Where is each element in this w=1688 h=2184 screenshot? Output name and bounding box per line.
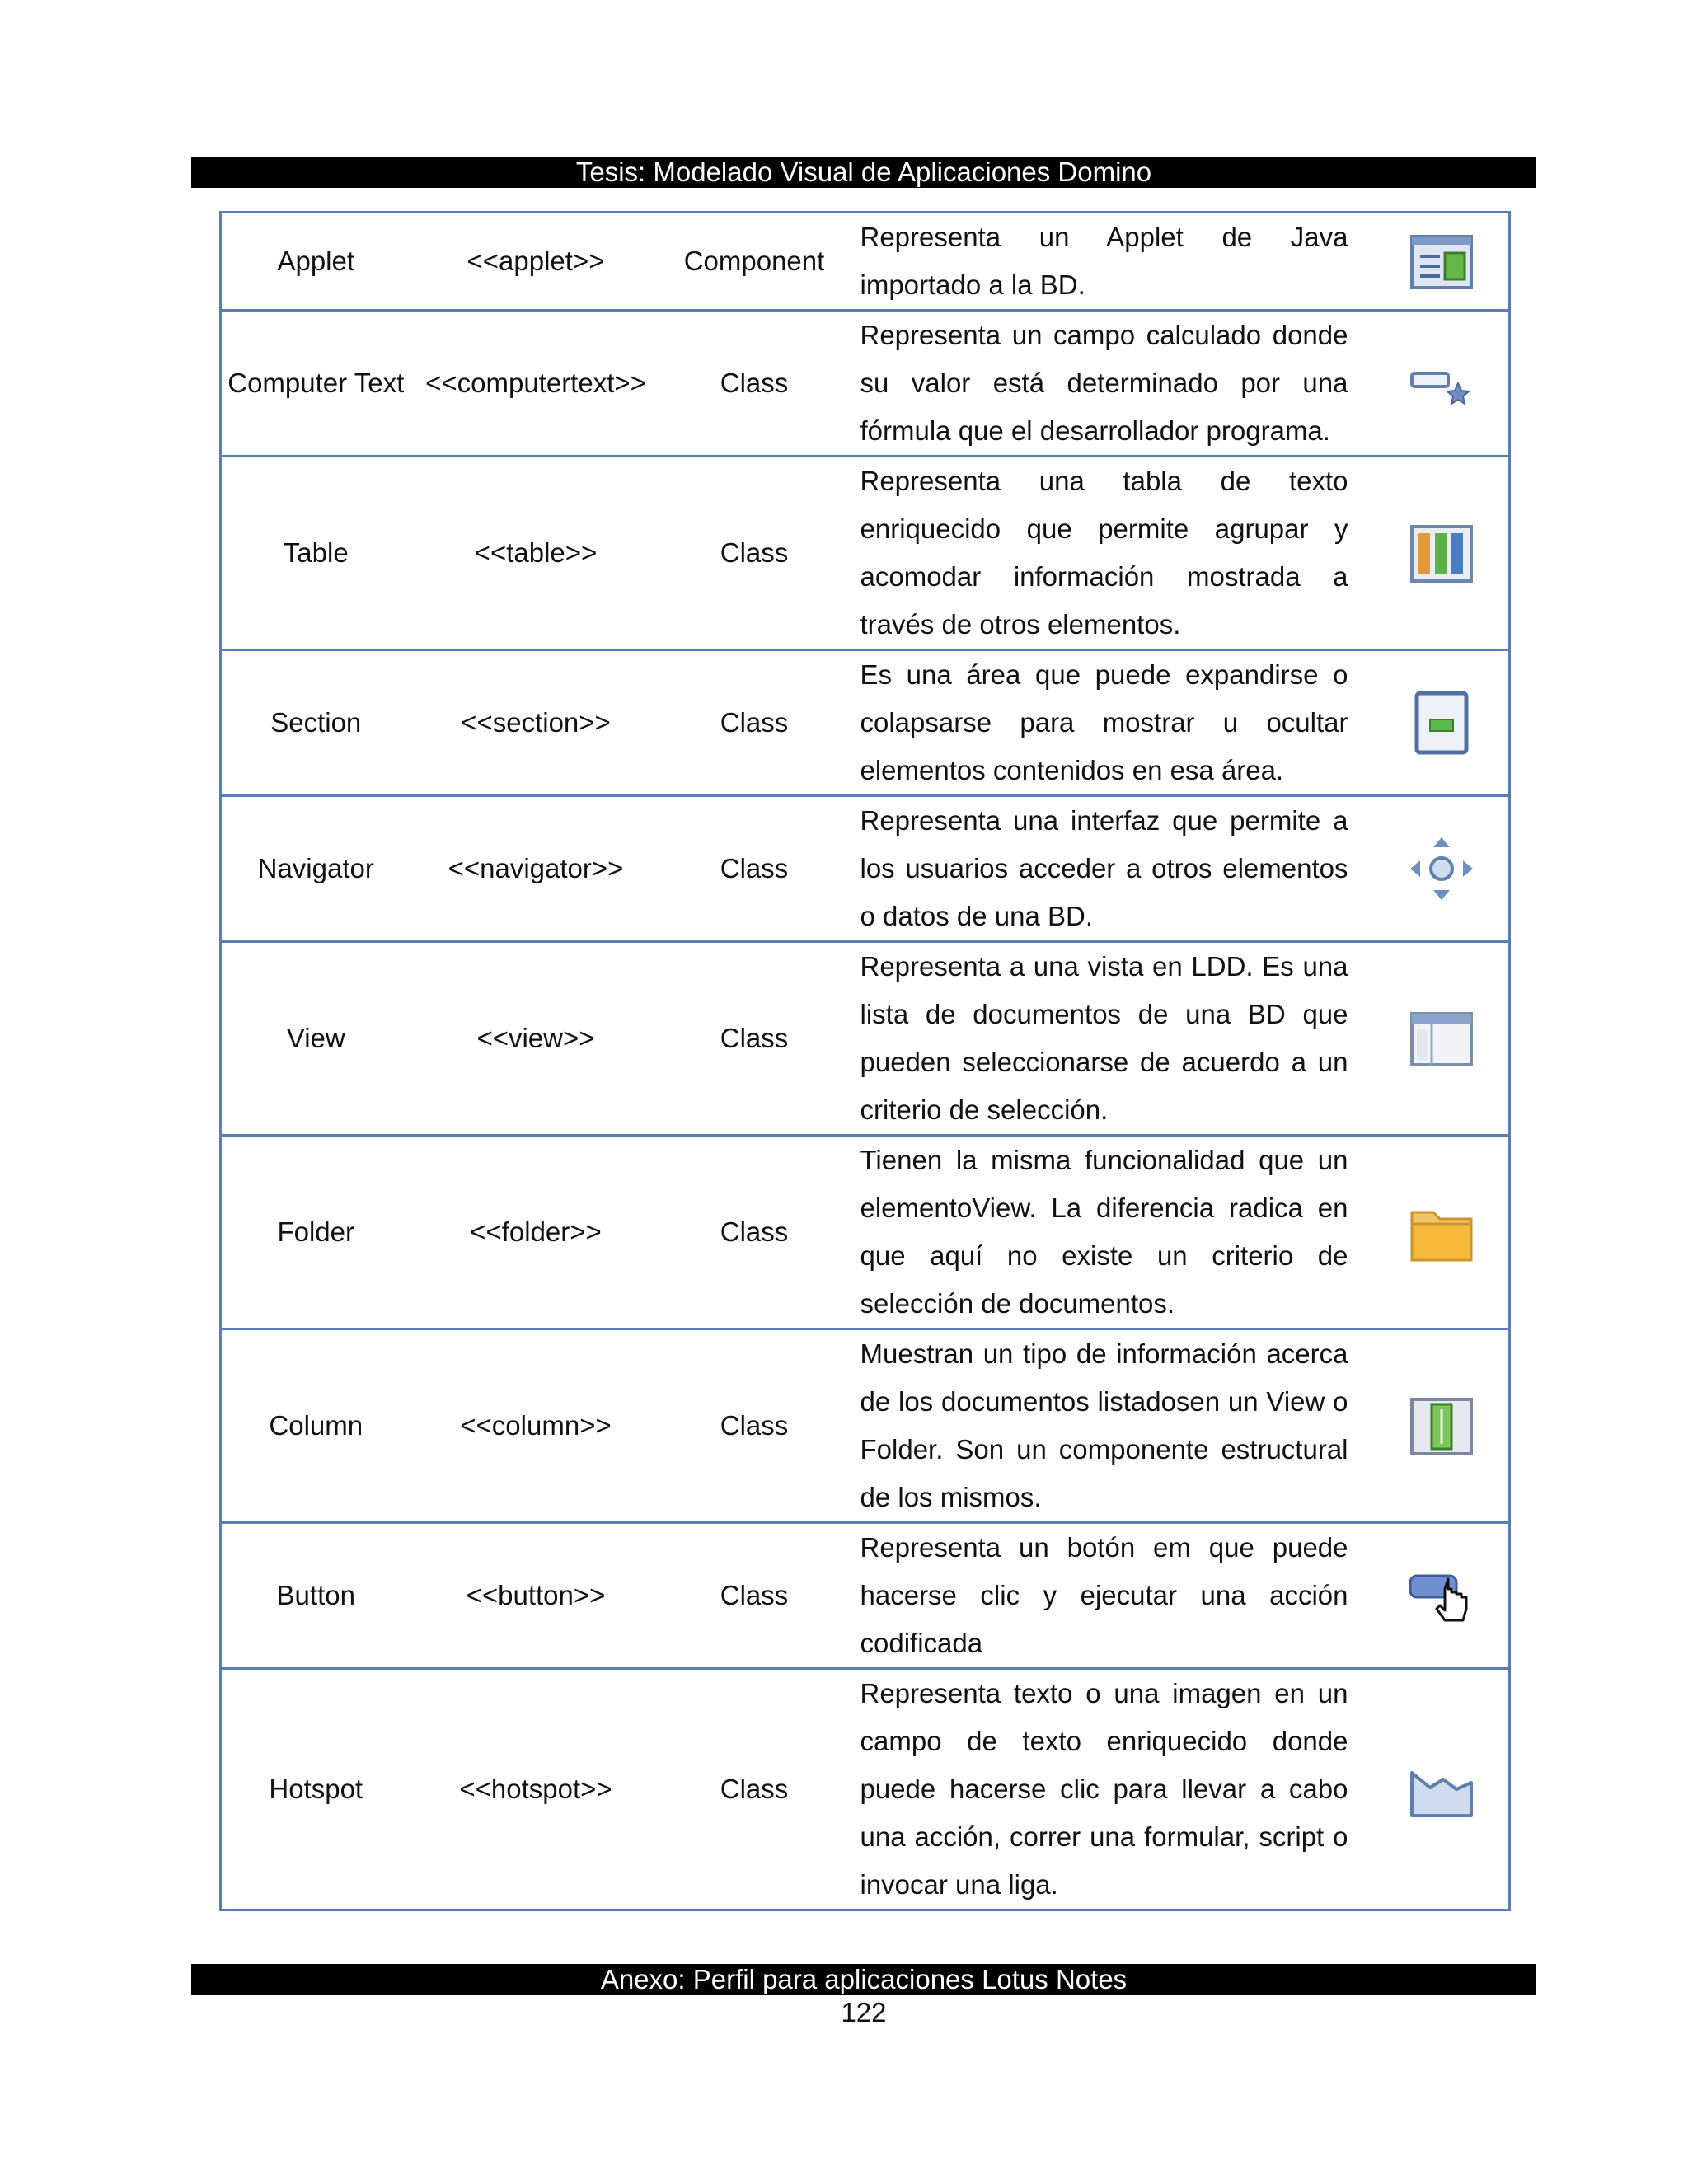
element-base-class: Class bbox=[662, 311, 847, 457]
folder-icon bbox=[1407, 1197, 1476, 1267]
table-row bbox=[221, 796, 1510, 942]
element-description: Representa texto o una imagen en un campo de texto enriquecido donde puede hacerse clic para llevar a cabo una acción, correr una formular, script o invocar una liga. bbox=[847, 1669, 1375, 1910]
table-row bbox=[221, 650, 1510, 796]
table-row bbox=[221, 942, 1510, 1136]
element-base-class: Class bbox=[662, 1329, 847, 1523]
element-base-class: Class bbox=[662, 942, 847, 1136]
button-icon bbox=[1407, 1561, 1476, 1630]
element-base-class: Class bbox=[662, 457, 847, 650]
element-description: Representa una interfaz que permite a los usuarios acceder a otros elementos o datos de una BD. bbox=[847, 796, 1375, 942]
element-stereotype: <<navigator>> bbox=[410, 796, 662, 942]
applet-icon bbox=[1407, 227, 1476, 296]
page-footer: Anexo: Perfil para aplicaciones Lotus Notes bbox=[191, 1964, 1536, 1995]
computed-text-icon bbox=[1407, 349, 1476, 418]
element-base-class: Class bbox=[662, 1523, 847, 1669]
table-row bbox=[221, 1669, 1510, 1910]
hotspot-icon bbox=[1407, 1755, 1476, 1824]
element-stereotype: <<applet>> bbox=[410, 213, 662, 311]
element-description: Tienen la misma funcionalidad que un elementoView. La diferencia radica en que aquí no existe un criterio de selección de documentos. bbox=[847, 1136, 1375, 1329]
column-icon bbox=[1407, 1391, 1476, 1460]
element-description: Representa un botón em que puede hacerse clic y ejecutar una acción codificada bbox=[847, 1523, 1375, 1669]
element-name: Table bbox=[221, 457, 410, 650]
element-description: Representa una tabla de texto enriquecido que permite agrupar y acomodar información mostrada a través de otros elementos. bbox=[847, 457, 1375, 650]
table-row bbox=[221, 457, 1510, 650]
element-base-class: Class bbox=[662, 796, 847, 942]
table-row bbox=[221, 311, 1510, 457]
element-name: Computer Text bbox=[221, 311, 410, 457]
element-name: Section bbox=[221, 650, 410, 796]
element-stereotype: <<view>> bbox=[410, 942, 662, 1136]
element-name: Button bbox=[221, 1523, 410, 1669]
view-icon bbox=[1407, 1004, 1476, 1073]
element-name: Applet bbox=[221, 213, 410, 311]
table-row bbox=[221, 1136, 1510, 1329]
element-base-class: Class bbox=[662, 650, 847, 796]
element-name: Hotspot bbox=[221, 1669, 410, 1910]
navigator-icon bbox=[1407, 834, 1476, 903]
element-stereotype: <<hotspot>> bbox=[410, 1669, 662, 1910]
element-description: Es una área que puede expandirse o colapsarse para mostrar u ocultar elementos contenidos en esa área. bbox=[847, 650, 1375, 796]
page-header: Tesis: Modelado Visual de Aplicaciones Domino bbox=[191, 157, 1536, 188]
element-description: Representa a una vista en LDD. Es una lista de documentos de una BD que pueden seleccionarse de acuerdo a un criterio de selección. bbox=[847, 942, 1375, 1136]
element-description: Representa un campo calculado donde su valor está determinado por una fórmula que el desarrollador programa. bbox=[847, 311, 1375, 457]
element-name: View bbox=[221, 942, 410, 1136]
page-number: 122 bbox=[841, 1997, 887, 2027]
profile-elements-table bbox=[219, 211, 1511, 1911]
table-icon bbox=[1407, 518, 1476, 588]
element-description: Muestran un tipo de información acerca de los documentos listadosen un View o Folder. Son un componente estructural de los mismos. bbox=[847, 1329, 1375, 1523]
element-stereotype: <<button>> bbox=[410, 1523, 662, 1669]
element-base-class: Class bbox=[662, 1136, 847, 1329]
section-icon bbox=[1407, 688, 1476, 757]
element-description: Representa un Applet de Java importado a la BD. bbox=[847, 213, 1375, 311]
table-row bbox=[221, 1329, 1510, 1523]
table-row bbox=[221, 213, 1510, 311]
element-name: Column bbox=[221, 1329, 410, 1523]
element-name: Navigator bbox=[221, 796, 410, 942]
element-stereotype: <<section>> bbox=[410, 650, 662, 796]
element-name: Folder bbox=[221, 1136, 410, 1329]
element-base-class: Class bbox=[662, 1669, 847, 1910]
element-stereotype: <<computertext>> bbox=[410, 311, 662, 457]
table-row bbox=[221, 1523, 1510, 1669]
element-base-class: Component bbox=[662, 213, 847, 311]
element-stereotype: <<folder>> bbox=[410, 1136, 662, 1329]
element-stereotype: <<column>> bbox=[410, 1329, 662, 1523]
element-stereotype: <<table>> bbox=[410, 457, 662, 650]
